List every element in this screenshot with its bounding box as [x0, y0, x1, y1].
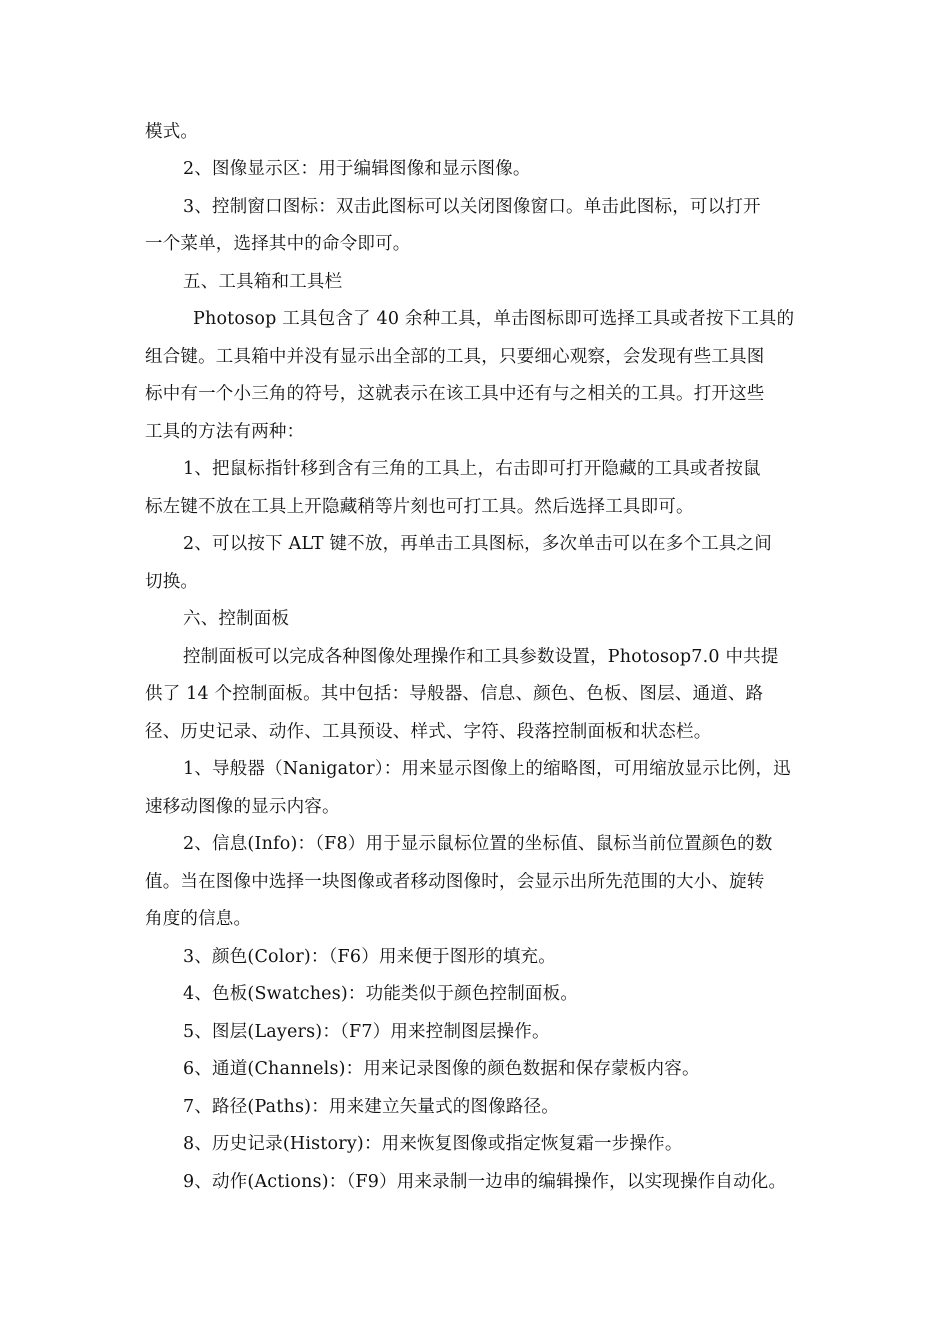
text-line: 值。当在图像中选择一块图像或者移动图像时，会显示出所先范围的大小、旋转 — [145, 872, 765, 892]
text-line: 控制面板可以完成各种图像处理操作和工具参数设置，Photosop7.0 中共提 — [183, 647, 779, 667]
text-line: 7、路径(Paths)：用来建立矢量式的图像路径。 — [183, 1097, 559, 1117]
text-line: 径、历史记录、动作、工具预设、样式、字符、段落控制面板和状态栏。 — [145, 722, 712, 742]
text-line: 标左键不放在工具上开隐藏稍等片刻也可打工具。然后选择工具即可。 — [145, 497, 694, 517]
section-heading: 五、工具箱和工具栏 — [183, 272, 343, 292]
text-line: 9、动作(Actions)：（F9）用来录制一边串的编辑操作，以实现操作自动化。 — [183, 1172, 787, 1192]
text-line: 切换。 — [145, 572, 199, 592]
text-line: 角度的信息。 — [145, 909, 252, 929]
text-line: 6、通道(Channels)：用来记录图像的颜色数据和保存蒙板内容。 — [183, 1059, 700, 1079]
text-line: 供了 14 个控制面板。其中包括：导般器、信息、颜色、色板、图层、通道、路 — [145, 684, 764, 704]
text-line: 2、信息(Info)：（F8）用于显示鼠标位置的坐标值、鼠标当前位置颜色的数 — [183, 834, 773, 854]
text-line: 一个菜单，选择其中的命令即可。 — [145, 234, 411, 254]
text-line: Photosop 工具包含了 40 余种工具，单击图标即可选择工具或者按下工具的 — [193, 309, 795, 329]
text-line: 2、图像显示区：用于编辑图像和显示图像。 — [183, 159, 531, 179]
text-line: 5、图层(Layers)：（F7）用来控制图层操作。 — [183, 1022, 550, 1042]
text-line: 速移动图像的显示内容。 — [145, 797, 340, 817]
text-line: 4、色板(Swatches)：功能类似于颜色控制面板。 — [183, 984, 579, 1004]
section-heading: 六、控制面板 — [183, 609, 290, 629]
text-line: 1、把鼠标指针移到含有三角的工具上，右击即可打开隐藏的工具或者按鼠 — [183, 459, 761, 479]
text-line: 模式。 — [145, 122, 199, 142]
text-line: 1、导般器（Nanigator）：用来显示图像上的缩略图，可用缩放显示比例，迅 — [183, 759, 791, 779]
text-line: 3、颜色(Color)：（F6）用来便于图形的填充。 — [183, 947, 556, 967]
text-line: 2、可以按下 ALT 键不放，再单击工具图标，多次单击可以在多个工具之间 — [183, 534, 772, 554]
text-line: 8、历史记录(History)：用来恢复图像或指定恢复霜一步操作。 — [183, 1134, 683, 1154]
text-line: 3、控制窗口图标：双击此图标可以关闭图像窗口。单击此图标，可以打开 — [183, 197, 761, 217]
text-line: 组合键。工具箱中并没有显示出全部的工具，只要细心观察，会发现有些工具图 — [145, 347, 765, 367]
text-line: 标中有一个小三角的符号，这就表示在该工具中还有与之相关的工具。打开这些 — [145, 384, 765, 404]
text-line: 工具的方法有两种： — [145, 422, 305, 442]
